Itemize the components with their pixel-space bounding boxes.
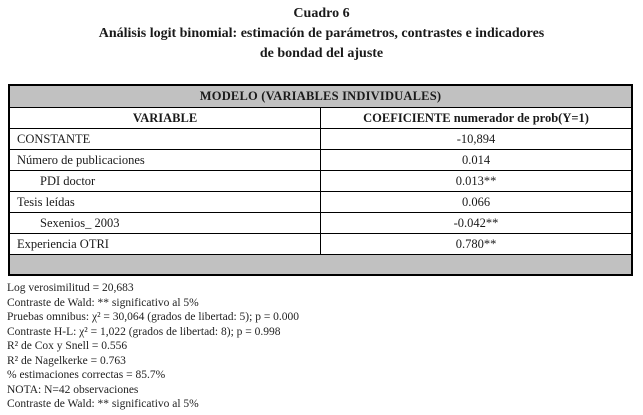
- column-header-coefficient: COEFICIENTE numerador de prob(Y=1): [320, 108, 631, 128]
- table-bottom-bar: [10, 254, 631, 274]
- cell-variable: CONSTANTE: [17, 131, 91, 146]
- footnote-log-likelihood: Log verosimilitud = 20,683: [7, 282, 134, 294]
- table-row: [10, 170, 631, 191]
- table-header-label: MODELO (VARIABLES INDIVIDUALES): [199, 89, 442, 103]
- cell-variable: Número de publicaciones: [17, 152, 145, 167]
- footnote-wald-test: Contraste de Wald: ** significativo al 5%: [7, 296, 199, 309]
- footnote-nagelkerke-r2: R² de Nagelkerke = 0.763: [7, 354, 126, 367]
- page-title: Cuadro 6: [293, 6, 350, 21]
- cell-value: 0.014: [320, 150, 631, 170]
- cell-variable: PDI doctor: [40, 173, 96, 188]
- table-row: [10, 191, 631, 212]
- table-column-headers: [10, 107, 631, 128]
- footnote-wald-test-repeat: Contraste de Wald: ** significativo al 5%: [7, 398, 199, 410]
- cell-value: 0.780**: [320, 234, 631, 254]
- page-subtitle-line1: Análisis logit binomial: estimación de parámetros, contrastes e indicadores: [98, 26, 545, 41]
- footnote-correct-estimations: % estimaciones correctas = 85.7%: [7, 369, 166, 381]
- table-row: [10, 212, 631, 233]
- table-row: [10, 233, 631, 254]
- cell-value: -0.042**: [320, 213, 631, 233]
- table-row: [10, 149, 631, 170]
- cell-variable: Experiencia OTRI: [17, 236, 109, 251]
- column-header-variable: VARIABLE: [132, 110, 198, 125]
- footnote-omnibus-test: Pruebas omnibus: χ² = 30,064 (grados de libertad: 5); p = 0.000: [7, 311, 300, 323]
- page-subtitle-line2: de bondad del ajuste: [259, 46, 384, 61]
- cell-value: 0.013**: [320, 171, 631, 191]
- logit-results-table: [8, 84, 633, 276]
- table-caption: [0, 4, 643, 64]
- footnote-observations: NOTA: N=42 observaciones: [7, 383, 139, 396]
- footnote-cox-snell-r2: R² de Cox y Snell = 0.556: [7, 340, 128, 352]
- table-row: [10, 128, 631, 149]
- cell-variable: Tesis leídas: [17, 194, 75, 209]
- cell-value: -10,894: [320, 129, 631, 149]
- footnote-hl-test: Contraste H-L: χ² = 1,022 (grados de libertad: 8); p = 0.998: [7, 325, 281, 338]
- cell-value: 0.066: [320, 192, 631, 212]
- cell-variable: Sexenios_ 2003: [40, 215, 120, 230]
- table-header-band: [10, 86, 631, 107]
- footnotes: [7, 281, 637, 412]
